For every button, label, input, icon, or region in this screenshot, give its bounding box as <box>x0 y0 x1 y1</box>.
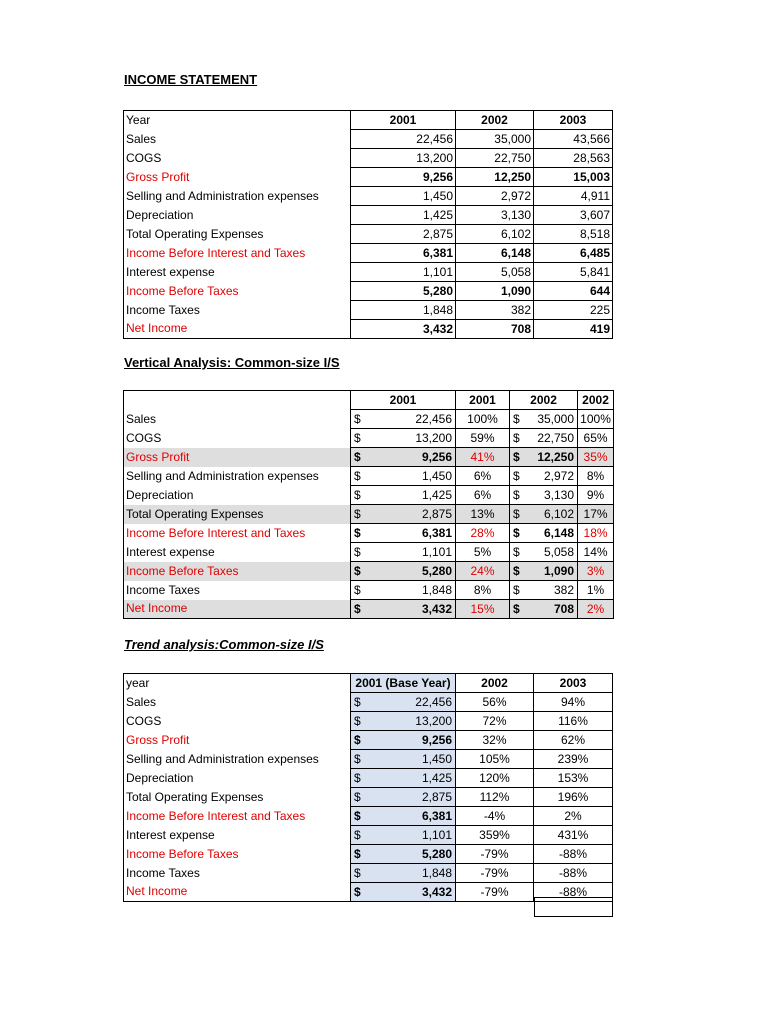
cell-2001-percent: 6% <box>456 486 510 505</box>
table-row <box>124 543 614 562</box>
cell-base-amount: 5,280 <box>363 845 456 864</box>
cell-2002-percent: 359% <box>456 826 534 845</box>
currency-symbol: $ <box>351 864 363 883</box>
cell-2001-percent: 59% <box>456 429 510 448</box>
cell-2002-percent: 2% <box>578 600 614 619</box>
header-base-year: 2001 (Base Year) <box>351 674 456 693</box>
cell-2003-percent: 62% <box>534 731 613 750</box>
row-label: COGS <box>124 149 351 168</box>
currency-symbol: $ <box>351 788 363 807</box>
row-label: Net Income <box>124 320 351 339</box>
row-label: Sales <box>124 130 351 149</box>
vertical-analysis-title: Vertical Analysis: Common-size I/S <box>124 355 340 370</box>
row-label: Total Operating Expenses <box>124 505 351 524</box>
row-label: Total Operating Expenses <box>124 225 351 244</box>
header-2002-amount: 2002 <box>510 391 578 410</box>
table-row <box>124 130 613 149</box>
cell-2001-amount: 1,450 <box>363 467 456 486</box>
cell-2002-percent: 3% <box>578 562 614 581</box>
table-row <box>124 505 614 524</box>
currency-symbol: $ <box>351 769 363 788</box>
cell-2002-percent: 112% <box>456 788 534 807</box>
row-label: Net Income <box>124 883 351 902</box>
cell-2003-percent: 153% <box>534 769 613 788</box>
cell-2002: 6,102 <box>456 225 534 244</box>
currency-symbol: $ <box>351 826 363 845</box>
cell-2003-percent: 2% <box>534 807 613 826</box>
currency-symbol: $ <box>351 883 363 902</box>
table-row <box>124 807 613 826</box>
cell-2001: 5,280 <box>351 282 456 301</box>
cell-2002: 6,148 <box>456 244 534 263</box>
currency-symbol: $ <box>351 505 363 524</box>
cell-2001-percent: 15% <box>456 600 510 619</box>
table-row <box>124 826 613 845</box>
cell-2001: 9,256 <box>351 168 456 187</box>
income-statement-table <box>123 110 613 339</box>
cell-2002-amount: 12,250 <box>522 448 578 467</box>
cell-2002-percent: 56% <box>456 693 534 712</box>
currency-symbol: $ <box>351 467 363 486</box>
cell-2001: 22,456 <box>351 130 456 149</box>
cell-2002-percent: 120% <box>456 769 534 788</box>
header-2002-percent: 2002 <box>578 391 614 410</box>
table-row <box>124 410 614 429</box>
table-row <box>124 731 613 750</box>
table-row <box>124 301 613 320</box>
table-row <box>124 769 613 788</box>
cell-base-amount: 1,101 <box>363 826 456 845</box>
table-row <box>124 187 613 206</box>
cell-2002: 22,750 <box>456 149 534 168</box>
table-row <box>124 149 613 168</box>
header-2001-percent: 2001 <box>456 391 510 410</box>
cell-2003: 225 <box>534 301 613 320</box>
cell-2002-percent: 9% <box>578 486 614 505</box>
row-label: Interest expense <box>124 826 351 845</box>
row-label: Depreciation <box>124 486 351 505</box>
cell-2002-amount: 708 <box>522 600 578 619</box>
header-2001-amount: 2001 <box>351 391 456 410</box>
cell-2001-amount: 1,425 <box>363 486 456 505</box>
currency-symbol: $ <box>351 807 363 826</box>
cell-2001: 13,200 <box>351 149 456 168</box>
currency-symbol: $ <box>351 486 363 505</box>
currency-symbol: $ <box>510 448 522 467</box>
table-row <box>124 750 613 769</box>
cell-base-amount: 2,875 <box>363 788 456 807</box>
cell-2003-percent: -88% <box>534 864 613 883</box>
row-label: Selling and Administration expenses <box>124 467 351 486</box>
cell-2003-percent: 239% <box>534 750 613 769</box>
cell-base-amount: 1,450 <box>363 750 456 769</box>
cell-2001-percent: 13% <box>456 505 510 524</box>
cell-2001: 6,381 <box>351 244 456 263</box>
row-label: Total Operating Expenses <box>124 788 351 807</box>
currency-symbol: $ <box>510 562 522 581</box>
cell-2002-percent: 35% <box>578 448 614 467</box>
row-label: Interest expense <box>124 543 351 562</box>
cell-2001: 1,848 <box>351 301 456 320</box>
row-label: COGS <box>124 429 351 448</box>
table-header-row <box>124 111 613 130</box>
currency-symbol: $ <box>351 693 363 712</box>
header-2002: 2002 <box>456 674 534 693</box>
cell-2001-amount: 2,875 <box>363 505 456 524</box>
cell-base-amount: 1,848 <box>363 864 456 883</box>
table-row <box>124 693 613 712</box>
header-2003: 2003 <box>534 674 613 693</box>
row-label: Interest expense <box>124 263 351 282</box>
vertical-analysis-table <box>123 390 614 619</box>
cell-2003: 4,911 <box>534 187 613 206</box>
currency-symbol: $ <box>351 750 363 769</box>
table-row <box>124 168 613 187</box>
cell-2001-percent: 5% <box>456 543 510 562</box>
cell-2001-amount: 1,101 <box>363 543 456 562</box>
cell-2001-amount: 13,200 <box>363 429 456 448</box>
cell-2002-percent: 17% <box>578 505 614 524</box>
table-header-row <box>124 674 613 693</box>
table-row <box>124 429 614 448</box>
header-year: year <box>124 674 351 693</box>
currency-symbol: $ <box>510 486 522 505</box>
cell-2003: 419 <box>534 320 613 339</box>
cell-2002-amount: 35,000 <box>522 410 578 429</box>
row-label: Income Before Taxes <box>124 845 351 864</box>
table-row <box>124 524 614 543</box>
table-row <box>124 206 613 225</box>
cell-2003-percent: 116% <box>534 712 613 731</box>
table-row <box>124 864 613 883</box>
currency-symbol: $ <box>351 712 363 731</box>
table-row <box>124 486 614 505</box>
cell-2002-percent: 14% <box>578 543 614 562</box>
trend-analysis-table <box>123 673 613 902</box>
currency-symbol: $ <box>351 448 363 467</box>
currency-symbol: $ <box>510 524 522 543</box>
table-row <box>124 225 613 244</box>
header-2003: 2003 <box>534 111 613 130</box>
cell-2003-percent: 431% <box>534 826 613 845</box>
table-row <box>124 320 613 339</box>
cell-2001-amount: 22,456 <box>363 410 456 429</box>
trend-analysis-title: Trend analysis:Common-size I/S <box>124 637 324 652</box>
cell-2002: 382 <box>456 301 534 320</box>
currency-symbol: $ <box>351 429 363 448</box>
row-label: Income Before Taxes <box>124 282 351 301</box>
cell-2001: 1,425 <box>351 206 456 225</box>
cell-base-amount: 13,200 <box>363 712 456 731</box>
table-row <box>124 282 613 301</box>
row-label: Gross Profit <box>124 731 351 750</box>
cell-2001-percent: 41% <box>456 448 510 467</box>
row-label: Income Before Interest and Taxes <box>124 244 351 263</box>
cell-2002-amount: 6,102 <box>522 505 578 524</box>
cell-2002-percent: 1% <box>578 581 614 600</box>
currency-symbol: $ <box>510 467 522 486</box>
row-label: Income Taxes <box>124 864 351 883</box>
cell-2001-percent: 28% <box>456 524 510 543</box>
empty-cell <box>534 897 613 917</box>
currency-symbol: $ <box>351 562 363 581</box>
cell-2003: 8,518 <box>534 225 613 244</box>
currency-symbol: $ <box>351 543 363 562</box>
cell-2003: 6,485 <box>534 244 613 263</box>
header-2001: 2001 <box>351 111 456 130</box>
row-label: Gross Profit <box>124 448 351 467</box>
row-label: Income Taxes <box>124 581 351 600</box>
row-label: Sales <box>124 693 351 712</box>
cell-2002-amount: 6,148 <box>522 524 578 543</box>
table-row <box>124 562 614 581</box>
currency-symbol: $ <box>351 410 363 429</box>
currency-symbol: $ <box>351 524 363 543</box>
currency-symbol: $ <box>510 581 522 600</box>
currency-symbol: $ <box>351 600 363 619</box>
row-label: Income Before Taxes <box>124 562 351 581</box>
cell-2002-percent: 100% <box>578 410 614 429</box>
cell-2002-percent: -79% <box>456 883 534 902</box>
cell-2002: 1,090 <box>456 282 534 301</box>
cell-2003-percent: -88% <box>534 845 613 864</box>
cell-2003: 5,841 <box>534 263 613 282</box>
cell-2003: 644 <box>534 282 613 301</box>
cell-2002-amount: 22,750 <box>522 429 578 448</box>
cell-2001-amount: 6,381 <box>363 524 456 543</box>
table-row <box>124 581 614 600</box>
cell-2001-amount: 1,848 <box>363 581 456 600</box>
cell-2001-percent: 6% <box>456 467 510 486</box>
currency-symbol: $ <box>510 543 522 562</box>
cell-2002-amount: 2,972 <box>522 467 578 486</box>
row-label: Selling and Administration expenses <box>124 187 351 206</box>
row-label: Income Before Interest and Taxes <box>124 524 351 543</box>
cell-2003: 28,563 <box>534 149 613 168</box>
cell-2002-amount: 382 <box>522 581 578 600</box>
currency-symbol: $ <box>510 505 522 524</box>
header-year: Year <box>124 111 351 130</box>
cell-base-amount: 9,256 <box>363 731 456 750</box>
cell-2003-percent: 94% <box>534 693 613 712</box>
cell-2002-percent: 32% <box>456 731 534 750</box>
cell-2002-amount: 1,090 <box>522 562 578 581</box>
cell-2002-percent: 18% <box>578 524 614 543</box>
cell-2002: 3,130 <box>456 206 534 225</box>
cell-2002: 5,058 <box>456 263 534 282</box>
cell-2002-amount: 3,130 <box>522 486 578 505</box>
currency-symbol: $ <box>351 845 363 864</box>
cell-2002-percent: -4% <box>456 807 534 826</box>
row-label: Income Before Interest and Taxes <box>124 807 351 826</box>
cell-2001: 1,450 <box>351 187 456 206</box>
currency-symbol: $ <box>510 410 522 429</box>
cell-2001: 2,875 <box>351 225 456 244</box>
cell-2002: 35,000 <box>456 130 534 149</box>
cell-base-amount: 1,425 <box>363 769 456 788</box>
table-row <box>124 845 613 864</box>
table-row <box>124 467 614 486</box>
cell-2002-amount: 5,058 <box>522 543 578 562</box>
row-label: Income Taxes <box>124 301 351 320</box>
cell-2001-amount: 9,256 <box>363 448 456 467</box>
row-label: Gross Profit <box>124 168 351 187</box>
table-row <box>124 788 613 807</box>
currency-symbol: $ <box>351 581 363 600</box>
row-label: Selling and Administration expenses <box>124 750 351 769</box>
cell-base-amount: 6,381 <box>363 807 456 826</box>
currency-symbol: $ <box>351 731 363 750</box>
row-label: COGS <box>124 712 351 731</box>
table-row <box>124 712 613 731</box>
cell-2002-percent: 105% <box>456 750 534 769</box>
cell-2003-percent: -88% <box>534 883 613 902</box>
row-label: Depreciation <box>124 769 351 788</box>
row-label: Depreciation <box>124 206 351 225</box>
cell-2002-percent: -79% <box>456 845 534 864</box>
cell-2002: 12,250 <box>456 168 534 187</box>
cell-base-amount: 22,456 <box>363 693 456 712</box>
table-row <box>124 600 614 619</box>
cell-base-amount: 3,432 <box>363 883 456 902</box>
cell-2003: 15,003 <box>534 168 613 187</box>
table-header-row <box>124 391 614 410</box>
cell-2002: 708 <box>456 320 534 339</box>
income-statement-title: INCOME STATEMENT <box>124 72 258 87</box>
cell-2003-percent: 196% <box>534 788 613 807</box>
header-blank <box>124 391 351 410</box>
cell-2001-percent: 100% <box>456 410 510 429</box>
cell-2001-percent: 24% <box>456 562 510 581</box>
header-2002: 2002 <box>456 111 534 130</box>
row-label: Sales <box>124 410 351 429</box>
cell-2001-amount: 5,280 <box>363 562 456 581</box>
cell-2001-amount: 3,432 <box>363 600 456 619</box>
cell-2002-percent: 65% <box>578 429 614 448</box>
cell-2001: 3,432 <box>351 320 456 339</box>
cell-2003: 43,566 <box>534 130 613 149</box>
cell-2002-percent: -79% <box>456 864 534 883</box>
cell-2003: 3,607 <box>534 206 613 225</box>
currency-symbol: $ <box>510 600 522 619</box>
cell-2001-percent: 8% <box>456 581 510 600</box>
table-row <box>124 263 613 282</box>
table-row <box>124 448 614 467</box>
currency-symbol: $ <box>510 429 522 448</box>
cell-2002-percent: 72% <box>456 712 534 731</box>
cell-2002-percent: 8% <box>578 467 614 486</box>
cell-2001: 1,101 <box>351 263 456 282</box>
row-label: Net Income <box>124 600 351 619</box>
table-row <box>124 244 613 263</box>
cell-2002: 2,972 <box>456 187 534 206</box>
